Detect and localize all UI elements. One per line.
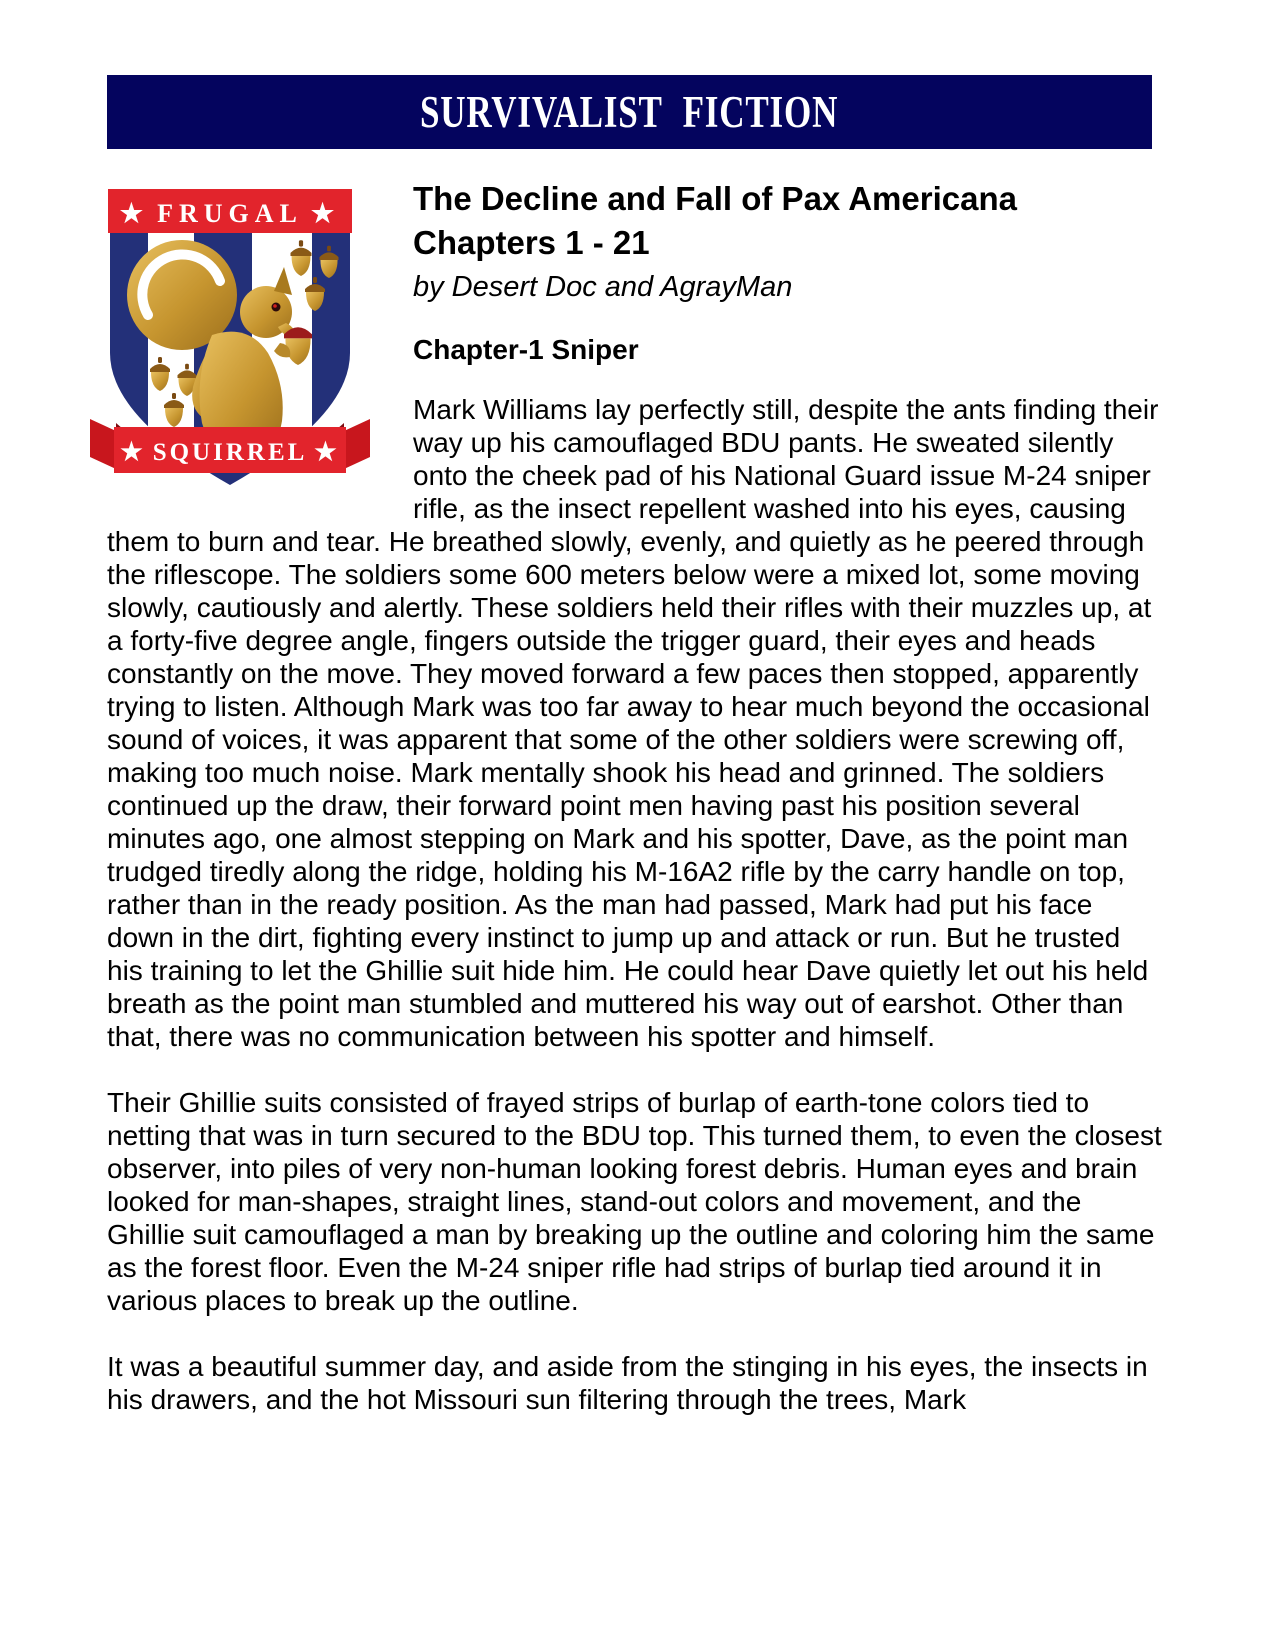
frugal-banner <box>108 189 352 233</box>
site-banner <box>107 75 1152 149</box>
paragraph-2: Their Ghillie suits consisted of frayed strips of burlap of earth-tone colors tied to netting that was in turn secured to the BDU top. This turned them, to even the closest observer, into piles of very non-human looking forest debris. Human eyes and brain looked for man-shapes, straight lines, stand-out colors and movement, and the Ghillie suit camouflaged a man by breaking up the outline and coloring him the same as the forest floor. Even the M-24 sniper rifle had strips of burlap tied around it in various places to break up the outline. <box>107 1087 1162 1316</box>
article-title-line2: Chapters 1 - 21 <box>413 224 650 261</box>
article-title-line1: The Decline and Fall of Pax Americana <box>413 180 1017 217</box>
squirrel-ribbon <box>90 419 370 473</box>
paragraph-3: It was a beautiful summer day, and aside from the stinging in his eyes, the insects in his drawers, and the hot Missouri sun filtering through the trees, Mark <box>107 1351 1148 1415</box>
byline: by Desert Doc and AgrayMan <box>413 271 793 303</box>
chapter-heading: Chapter-1 Sniper <box>413 334 639 365</box>
frugal-squirrel-logo <box>90 185 370 490</box>
article <box>107 177 1163 1416</box>
frugal-banner-text: ★ FRUGAL ★ <box>119 199 341 228</box>
site-banner-title: SURVIVALIST FICTION <box>420 87 839 137</box>
paragraph-1: Mark Williams lay perfectly still, despite the ants finding their way up his camouflaged BDU pants. He sweated silently onto the cheek pad of his National Guard issue M-24 sniper rifle, as the insect repellent washed into his eyes, causing them to burn and tear. He breathed slowly, evenly, and quietly as he peered through the riflescope. The soldiers some 600 meters below were a mixed lot, some moving slowly, cautiously and alertly. These soldiers held their rifles with their muzzles up, at a forty-five degree angle, fingers outside the trigger guard, their eyes and heads constantly on the move. They moved forward a few paces then stopped, apparently trying to listen. Although Mark was too far away to hear much beyond the occasional sound of voices, it was apparent that some of the other soldiers were screwing off, making too much noise. Mark mentally shook his head and grinned. The soldiers continued up the draw, their forward point men having past his position several minutes ago, one almost stepping on Mark and his spotter, Dave, as the point man trudged tiredly along the ridge, holding his M-16A2 rifle by the carry handle on top, rather than in the ready position. As the man had passed, Mark had put his face down in the dirt, fighting every instinct to jump up and attack or run. But he trusted his training to let the Ghillie suit hide him. He could hear Dave quietly let out his held breath as the point man stumbled and muttered his way out of earshot. Other than that, there was no communication between his spotter and himself. <box>107 394 1159 1052</box>
squirrel-ribbon-text: ★ SQUIRREL ★ <box>120 439 340 466</box>
frugal-squirrel-shield-icon <box>90 185 370 490</box>
